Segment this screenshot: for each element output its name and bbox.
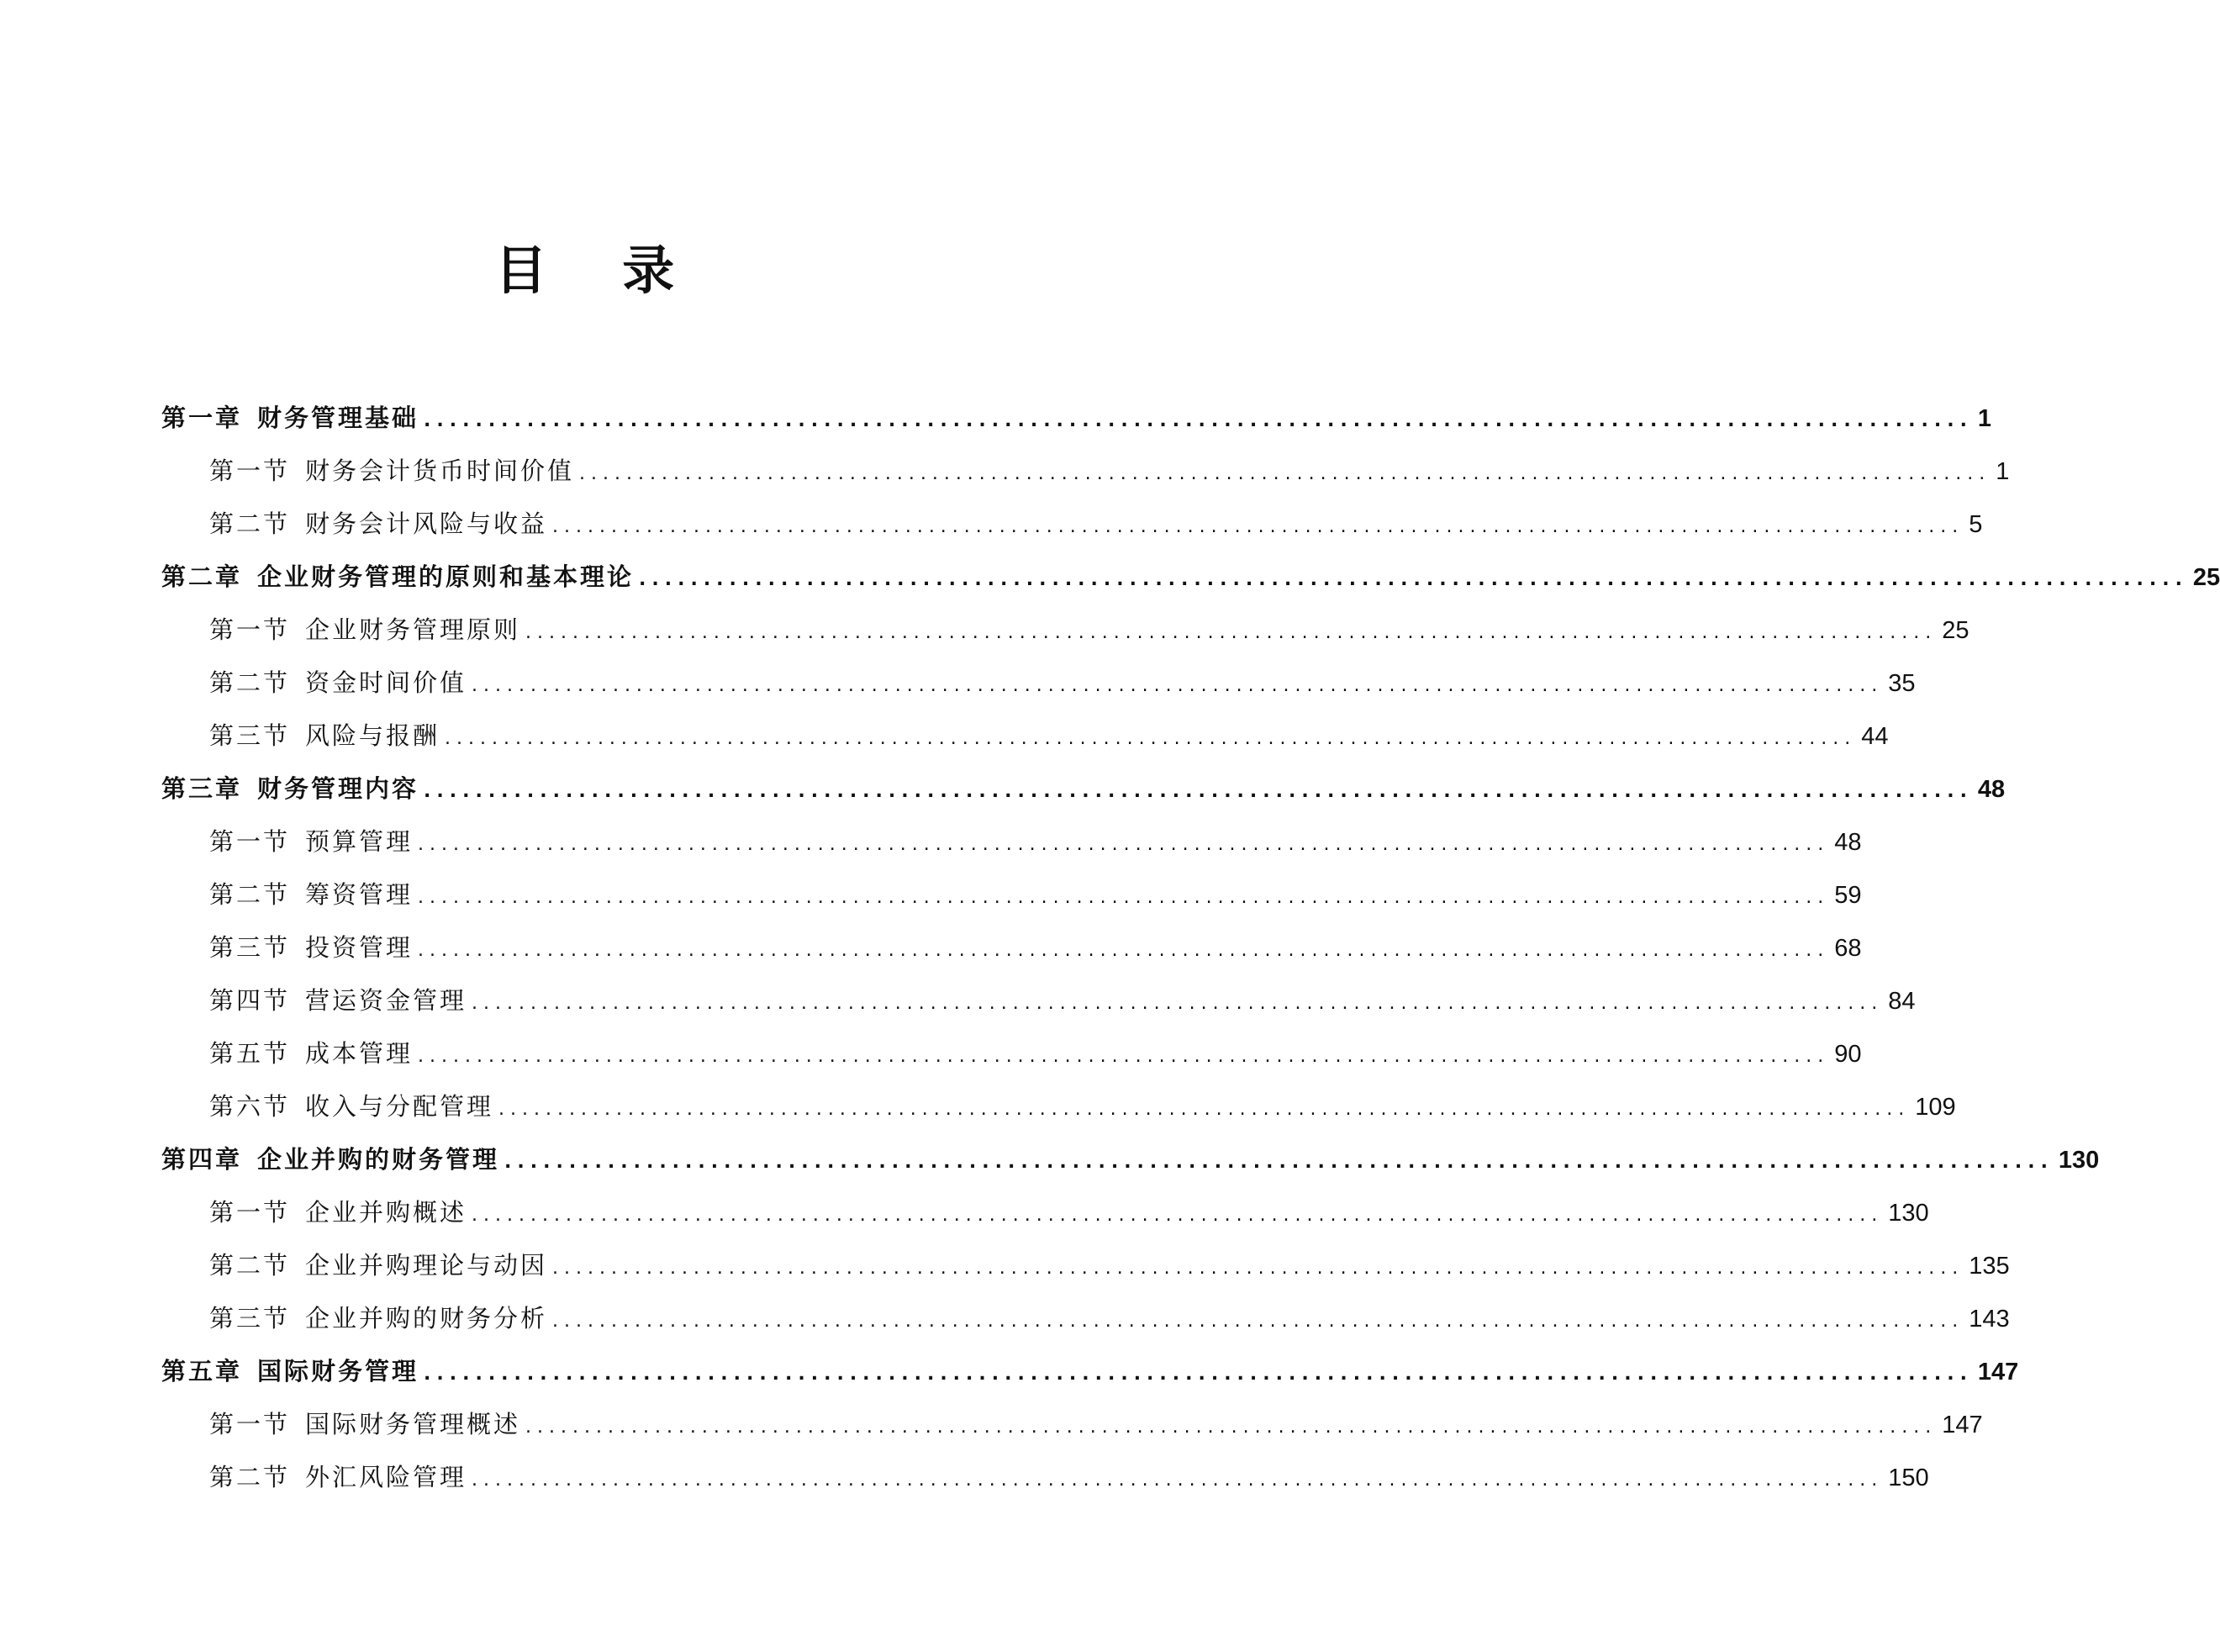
toc-entry-title: 成本管理: [305, 1039, 414, 1068]
toc-dot-leader: ........................................................................................................................: [472, 675, 1884, 696]
toc-entry-title: 国际财务管理: [257, 1357, 419, 1385]
toc-dot-leader: ........................................................................................................................: [424, 781, 1973, 802]
toc-entry-number: 第三节: [209, 933, 291, 962]
toc-entry-label: [161, 763, 419, 815]
toc-dot-leader: ........................................................................................................................: [552, 1311, 1964, 1332]
toc-entry-label: [161, 1345, 419, 1398]
toc-page-number: 147: [1977, 1359, 2019, 1385]
toc-entry-label: [209, 868, 413, 921]
toc-entry-label: [209, 1398, 520, 1451]
toc-entry-title: 投资管理: [305, 933, 414, 962]
toc-entry-label: [209, 1451, 467, 1504]
toc-section-entry[interactable]: [161, 710, 1889, 763]
toc-entry-label: [161, 551, 634, 604]
toc-section-entry[interactable]: [161, 868, 1862, 921]
toc-entry-label: [209, 1080, 493, 1133]
toc-page-number: 84: [1888, 988, 1916, 1015]
toc-entry-label: [209, 974, 467, 1027]
toc-entry-title: 风险与报酬: [305, 721, 440, 750]
toc-dot-leader: ........................................................................................................................: [424, 1364, 1973, 1385]
toc-section-entry[interactable]: [161, 1292, 2010, 1345]
toc-page-number: 1: [1977, 405, 1992, 432]
toc-page-number: 68: [1834, 935, 1862, 962]
toc-page-number: 25: [2192, 564, 2220, 591]
toc-entry-number: 第二节: [209, 880, 291, 909]
toc-entry-label: [209, 498, 547, 551]
toc-page-number: 59: [1834, 882, 1862, 909]
toc-entry-label: [209, 710, 440, 763]
toc-entry-number: 第二章: [161, 562, 243, 591]
toc-entry-number: 第四节: [209, 986, 291, 1015]
toc-section-entry[interactable]: [161, 1398, 1983, 1451]
toc-entry-title: 预算管理: [305, 827, 414, 856]
toc-entry-label: [209, 1027, 413, 1080]
toc-dot-leader: ........................................................................................................................: [424, 410, 1973, 431]
toc-entry-number: 第六节: [209, 1092, 291, 1121]
toc-entry-label: [209, 604, 520, 657]
toc-dot-leader: ........................................................................................................................: [525, 1417, 1938, 1438]
toc-entry-label: [209, 1292, 547, 1345]
toc-entry-title: 营运资金管理: [305, 986, 467, 1015]
toc-entry-number: 第一节: [209, 457, 291, 485]
toc-entry-title: 国际财务管理概述: [305, 1410, 521, 1438]
toc-chapter-entry[interactable]: [161, 551, 2220, 604]
toc-dot-leader: ........................................................................................................................: [445, 728, 1857, 749]
toc-dot-leader: ........................................................................................................................: [498, 1099, 1911, 1120]
toc-entry-number: 第五章: [161, 1357, 243, 1385]
toc-entry-title: 资金时间价值: [305, 668, 467, 697]
toc-dot-leader: ........................................................................................................................: [552, 516, 1964, 537]
toc-dot-leader: ........................................................................................................................: [552, 1258, 1964, 1279]
toc-page-number: 143: [1969, 1306, 2010, 1333]
toc-chapter-entry[interactable]: [161, 1133, 2100, 1186]
toc-page-number: 35: [1888, 670, 1916, 697]
toc-page-number: 90: [1834, 1041, 1862, 1068]
toc-entry-number: 第一节: [209, 1198, 291, 1227]
toc-entry-number: 第一节: [209, 827, 291, 856]
toc-entry-title: 企业并购概述: [305, 1198, 467, 1227]
toc-section-entry[interactable]: [161, 815, 1862, 868]
toc-dot-leader: ........................................................................................................................: [472, 993, 1884, 1014]
toc-entry-title: 企业财务管理原则: [305, 615, 521, 644]
toc-entry-number: 第二节: [209, 668, 291, 697]
toc-entry-label: [161, 392, 419, 445]
toc-section-entry[interactable]: [161, 604, 1970, 657]
toc-page-number: 48: [1977, 776, 2006, 803]
toc-entry-number: 第二节: [209, 509, 291, 538]
toc-section-entry[interactable]: [161, 974, 1916, 1027]
toc-dot-leader: ........................................................................................................................: [525, 622, 1938, 643]
toc-chapter-entry[interactable]: [161, 763, 2006, 815]
toc-section-entry[interactable]: [161, 445, 2010, 498]
toc-page-number: 1: [1996, 458, 2010, 485]
toc-entry-number: 第二节: [209, 1463, 291, 1491]
toc-entry-label: [209, 445, 574, 498]
toc-page-number: 25: [1942, 617, 1970, 644]
toc-dot-leader: ........................................................................................................................: [418, 1046, 1830, 1067]
toc-section-entry[interactable]: [161, 1080, 1956, 1133]
toc-entry-title: 企业并购理论与动因: [305, 1251, 548, 1280]
toc-entry-label: [209, 657, 467, 710]
toc-entry-number: 第一节: [209, 615, 291, 644]
toc-section-entry[interactable]: [161, 1186, 1929, 1239]
toc-entry-label: [209, 1186, 467, 1239]
toc-page-number: 130: [1888, 1200, 1929, 1227]
toc-entry-title: 筹资管理: [305, 880, 414, 909]
toc-entry-title: 企业并购的财务管理: [257, 1145, 500, 1174]
toc-dot-leader: ........................................................................................................................: [418, 887, 1830, 908]
toc-chapter-entry[interactable]: [161, 1345, 2019, 1398]
toc-page-number: 130: [2058, 1147, 2100, 1174]
toc-page-number: 5: [1969, 511, 1983, 538]
toc-entry-title: 外汇风险管理: [305, 1463, 467, 1491]
toc-chapter-entry[interactable]: [161, 392, 1992, 445]
toc-entry-number: 第三章: [161, 774, 243, 803]
toc-entry-number: 第一节: [209, 1410, 291, 1438]
toc-entry-label: [161, 1133, 499, 1186]
toc-page-number: 109: [1915, 1094, 1956, 1121]
toc-section-entry[interactable]: [161, 657, 1916, 710]
toc-section-entry[interactable]: [161, 1027, 1862, 1080]
toc-page-number: 150: [1888, 1465, 1929, 1491]
toc-entry-number: 第二节: [209, 1251, 291, 1280]
toc-section-entry[interactable]: [161, 921, 1862, 974]
page-title: 目 录: [494, 240, 704, 301]
toc-entry-title: 收入与分配管理: [305, 1092, 494, 1121]
toc-entry-title: 财务管理内容: [257, 774, 419, 803]
toc-entry-label: [209, 1239, 547, 1292]
toc-entry-number: 第三节: [209, 721, 291, 750]
toc-section-entry[interactable]: [161, 498, 1983, 551]
toc-dot-leader: ........................................................................................................................: [579, 463, 1991, 484]
toc-section-entry[interactable]: [161, 1451, 1929, 1504]
toc-entry-title: 企业财务管理的原则和基本理论: [257, 562, 635, 591]
toc-entry-title: 财务会计风险与收益: [305, 509, 548, 538]
toc-dot-leader: ........................................................................................................................: [418, 940, 1830, 961]
toc-entry-number: 第三节: [209, 1304, 291, 1333]
toc-dot-leader: ........................................................................................................................: [472, 1470, 1884, 1491]
toc-entry-title: 财务管理基础: [257, 404, 419, 432]
toc-page-number: 147: [1942, 1412, 1983, 1438]
toc-page-number: 48: [1834, 829, 1862, 856]
toc-entry-number: 第四章: [161, 1145, 243, 1174]
toc-page-number: 135: [1969, 1253, 2010, 1280]
toc-dot-leader: ........................................................................................................................: [504, 1152, 2054, 1173]
table-of-contents: [161, 392, 2220, 1504]
toc-entry-number: 第五节: [209, 1039, 291, 1068]
toc-dot-leader: ........................................................................................................................: [472, 1205, 1884, 1226]
toc-entry-label: [209, 815, 413, 868]
toc-section-entry[interactable]: [161, 1239, 2010, 1292]
toc-entry-label: [209, 921, 413, 974]
toc-entry-title: 企业并购的财务分析: [305, 1304, 548, 1333]
toc-entry-number: 第一章: [161, 404, 243, 432]
toc-page-number: 44: [1861, 723, 1889, 750]
toc-dot-leader: ........................................................................................................................: [639, 569, 2188, 590]
toc-dot-leader: ........................................................................................................................: [418, 834, 1830, 855]
toc-entry-title: 财务会计货币时间价值: [305, 457, 575, 485]
